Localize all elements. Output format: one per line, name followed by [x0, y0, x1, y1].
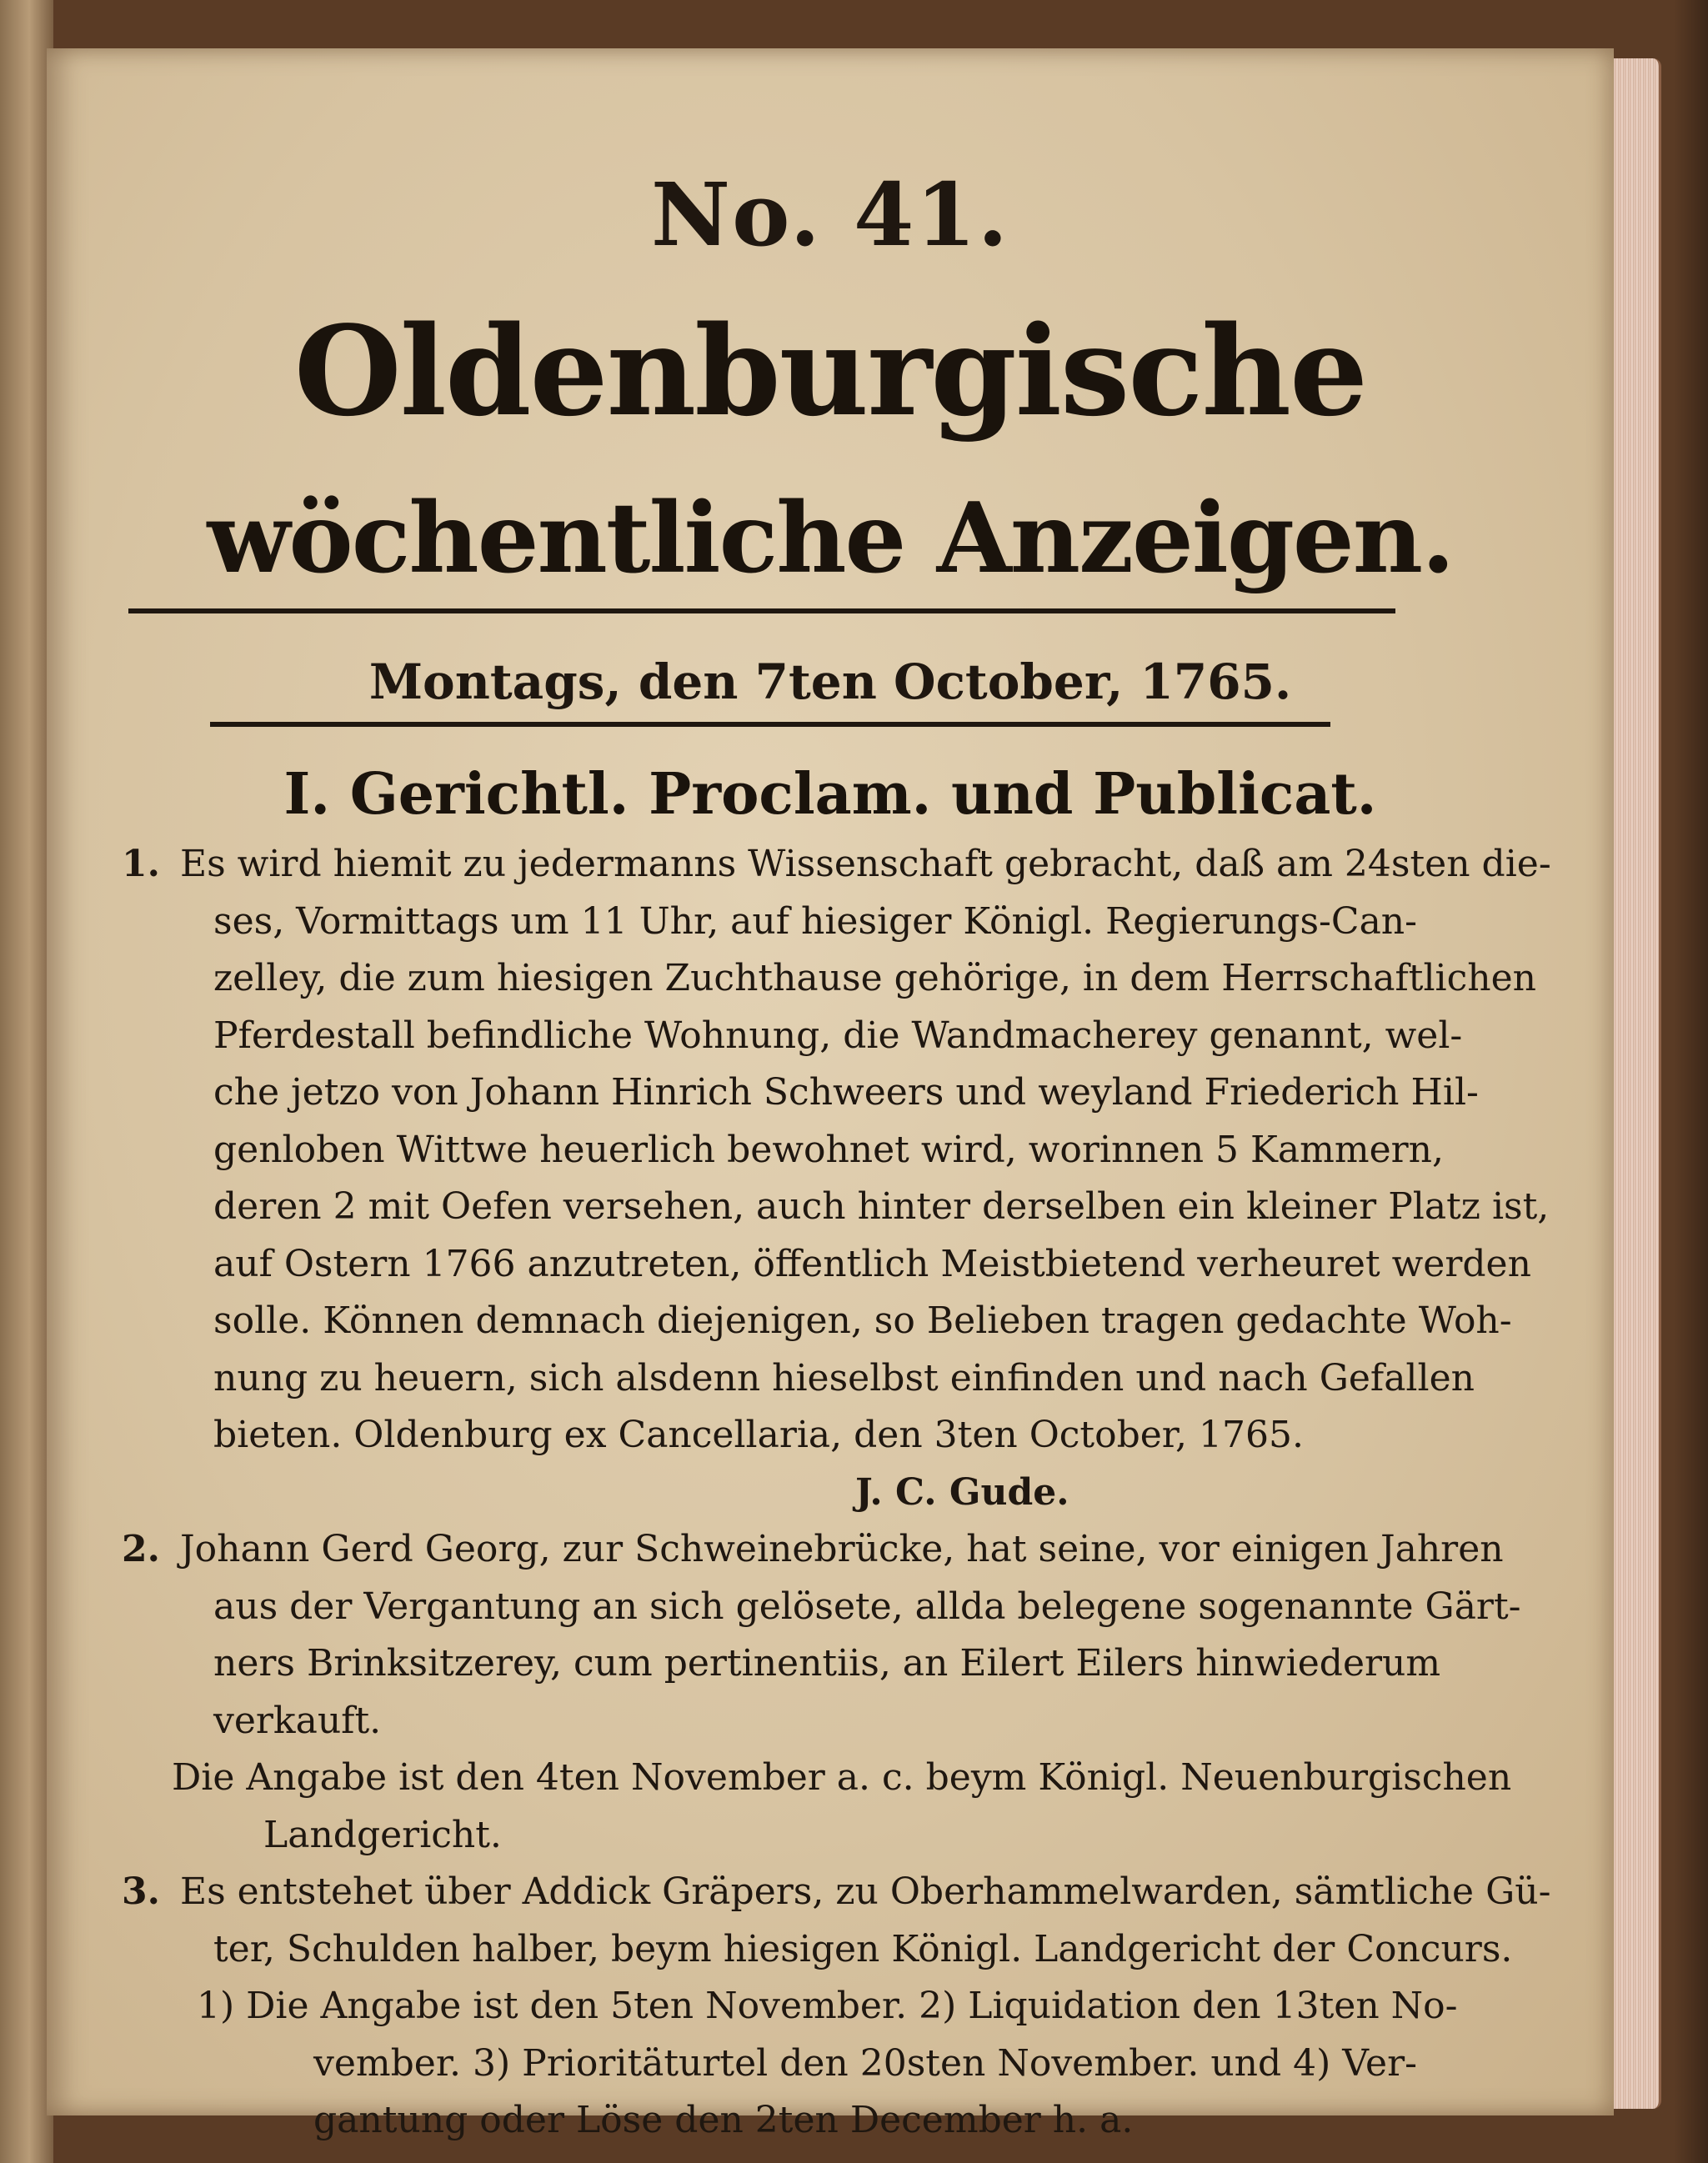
section-heading: I. Gerichtl. Proclam. und Publicat. — [283, 761, 1377, 828]
entry-2-line: 2. Johann Gerd Georg, zur Schweinebrücke, hat seine, vor einigen Jahren — [122, 1521, 1397, 1579]
entry-1-line: bieten. Oldenburg ex Cancellaria, den 3ten October, 1765. — [213, 1414, 1304, 1456]
entry-1-line: deren 2 mit Oefen versehen, auch hinter derselben ein kleiner Platz ist, — [213, 1185, 1550, 1228]
entry-2-number: 2. — [122, 1528, 160, 1570]
masthead-title: Oldenburgische — [293, 298, 1367, 443]
entry-1-signature: J. C. Gude. — [855, 1470, 1069, 1514]
entry-1-line: nung zu heuern, sich alsdenn hieselbst einfinden und nach Gefallen — [213, 1356, 1475, 1399]
dateline: Montags, den 7ten October, 1765. — [368, 653, 1292, 710]
issue-number: No. 41. — [651, 163, 1009, 266]
entry-2-line: ners Brinksitzerey, cum pertinentiis, an Eilert Eilers hinwiederum — [213, 1642, 1441, 1685]
page-stack-edge — [1614, 58, 1661, 2109]
entry-1-line: zelley, die zum hiesigen Zuchthause gehörige, in dem Herrschaftlichen — [213, 957, 1536, 999]
entry-3-schedule: vember. 3) Prioritäturtel den 20sten November. und 4) Ver- — [313, 2041, 1417, 2085]
entry-2-line: verkauft. — [213, 1699, 382, 1742]
entry-1-line: Pferdestall befindliche Wohnung, die Wandmacherey genannt, wel- — [213, 1014, 1463, 1057]
entry-3-schedule: 1) Die Angabe ist den 5ten November. 2) Liquidation den 13ten No- — [197, 1985, 1458, 2027]
entry-1-line: auf Ostern 1766 anzutreten, öffentlich Meistbietend verheuret werden — [213, 1242, 1531, 1285]
top-rule — [128, 608, 1395, 613]
newspaper-page — [47, 48, 1614, 2141]
bottom-rule — [210, 722, 1330, 727]
entry-1-line: 1. Es wird hiemit zu jedermanns Wissenschaft gebracht, daß am 24sten die- — [122, 836, 1397, 894]
entry-2-line: aus der Vergantung an sich gelösete, allda belegene sogenannte Gärt- — [213, 1585, 1521, 1628]
entry-1-number: 1. — [122, 843, 160, 885]
entry-1-line: genloben Wittwe heuerlich bewohnet wird, worinnen 5 Kammern, — [213, 1128, 1444, 1171]
facing-page-edge — [0, 0, 53, 2163]
entry-1-line: solle. Können demnach diejenigen, so Belieben tragen gedachte Woh- — [213, 1299, 1512, 1342]
entry-2-note: Landgericht. — [263, 1813, 502, 1856]
entry-1-line: ses, Vormittags um 11 Uhr, auf hiesiger Königl. Regierungs-Can- — [213, 899, 1418, 943]
notices-body — [122, 836, 1551, 2150]
entry-2-note: Die Angabe ist den 4ten November a. c. beym Königl. Neuenburgischen — [172, 1756, 1512, 1799]
entry-1-line: che jetzo von Johann Hinrich Schweers und weyland Friederich Hil- — [213, 1071, 1479, 1114]
masthead-subtitle: wöchentliche Anzeigen. — [207, 482, 1454, 595]
entry-3-number: 3. — [122, 1870, 160, 1913]
entry-3-line: 3. Es entstehet über Addick Gräpers, zu Oberhammelwarden, sämtliche Gü- — [122, 1864, 1397, 1921]
entry-3-line: ter, Schulden halber, beym hiesigen Königl. Landgericht der Concurs. — [213, 1927, 1513, 1970]
entry-3-schedule: gantung oder Löse den 2ten December h. a. — [313, 2099, 1134, 2141]
